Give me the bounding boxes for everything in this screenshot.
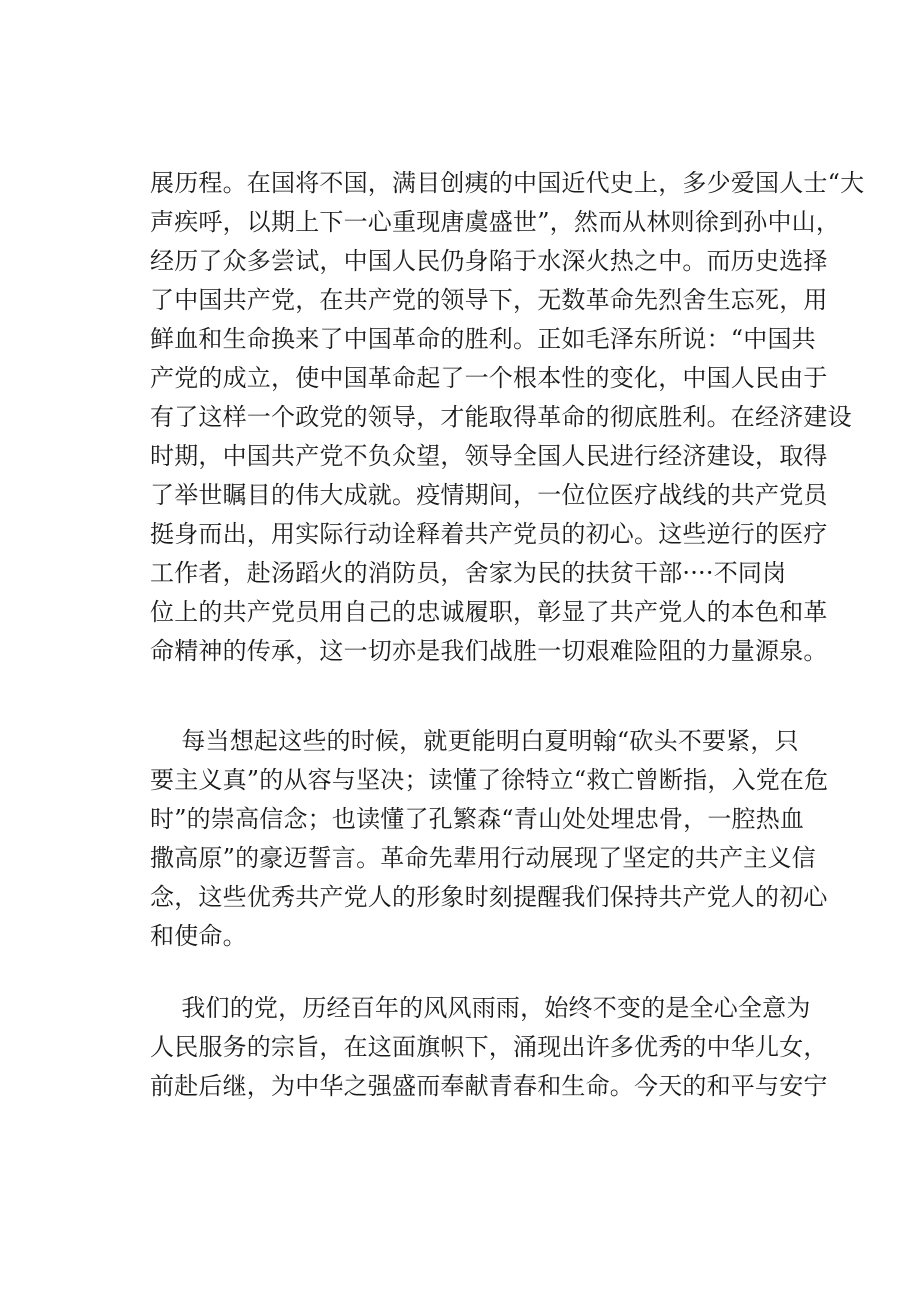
text-line: 前赴后继，为中华之强盛而奉献青春和生命。今天的和平与安宁 [150, 1072, 828, 1100]
text-line: 时”的崇高信念；也读懂了孔繁森“青山处处埋忠骨，一腔热血 [150, 805, 805, 833]
text-line: 时期，中国共产党不负众望，领导全国人民进行经济建设，取得 [150, 442, 828, 470]
text-line: 了举世瞩目的伟大成就。疫情期间，一位位医疗战线的共产党员 [150, 481, 828, 509]
text-line: 工作者，赴汤蹈火的消防员，舍家为民的扶贫干部····不同岗 [150, 559, 787, 587]
paragraph-2 [150, 722, 829, 956]
text-line: 位上的共产党员用自己的忠诚履职，彰显了共产党人的本色和革 [150, 598, 828, 626]
text-line: 念，这些优秀共产党人的形象时刻提醒我们保持共产党人的初心 [150, 883, 828, 911]
text-line: 撒高原”的豪迈誓言。革命先辈用行动展现了坚定的共产主义信 [150, 844, 816, 872]
text-line: 产党的成立，使中国革命起了一个根本性的变化，中国人民由于 [150, 364, 828, 392]
text-line: 鲜血和生命换来了中国革命的胜利。正如毛泽东所说：“中国共 [150, 325, 816, 353]
text-line: 要主义真”的从容与坚决；读懂了徐特立“救亡曾断指，入党在危 [150, 766, 829, 794]
text-line: 我们的党，历经百年的风风雨雨，始终不变的是全心全意为 [150, 994, 811, 1022]
text-line: 每当想起这些的时候，就更能明白夏明翰“砍头不要紧，只 [150, 727, 799, 755]
text-line: 有了这样一个政党的领导，才能取得革命的彻底胜利。在经济建设 [150, 403, 852, 431]
text-line: 了中国共产党，在共产党的领导下，无数革命先烈舍生忘死，用 [150, 286, 828, 314]
text-line: 挺身而出，用实际行动诠释着共产党员的初心。这些逆行的医疗 [150, 520, 828, 548]
text-line: 和使命。 [150, 922, 247, 950]
paragraph-3 [150, 989, 828, 1106]
text-line: 声疾呼，以期上下一心重现唐虞盛世”，然而从林则徐到孙中山， [150, 208, 841, 236]
paragraph-1 [150, 164, 865, 671]
text-line: 展历程。在国将不国，满目创痍的中国近代史上，多少爱国人士“大 [150, 169, 865, 197]
text-line: 经历了众多尝试，中国人民仍身陷于水深火热之中。而历史选择 [150, 247, 828, 275]
text-line: 人民服务的宗旨，在这面旗帜下，涌现出许多优秀的中华儿女， [150, 1033, 828, 1061]
text-line: 命精神的传承，这一切亦是我们战胜一切艰难险阻的力量源泉。 [150, 637, 828, 665]
